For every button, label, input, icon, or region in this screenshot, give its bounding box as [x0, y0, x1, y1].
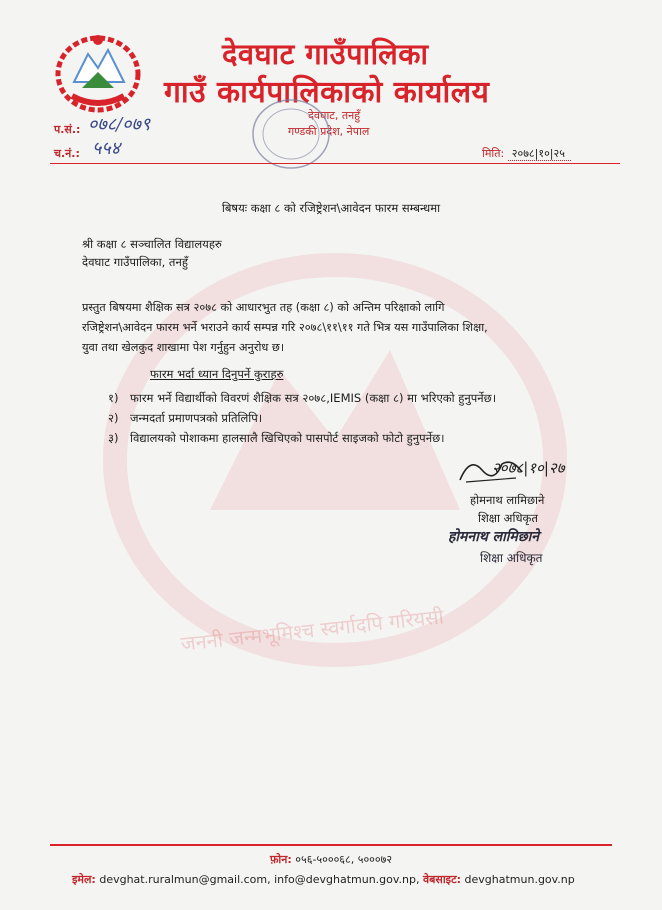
body-line3: युवा तथा खेलकुद शाखामा पेश गर्नुहुन अनुरोध छ।	[82, 341, 285, 354]
footer-phone	[0, 852, 662, 867]
note-item: फारम भर्ने विद्यार्थीको विवरणं शैक्षिक सत्र २०७८,IEMIS (कक्षा ८) मा भरिएको हुनुपर्नेछ।	[130, 391, 497, 405]
date-value: २०७८|१०|२५	[508, 147, 571, 161]
phone-label: फ़ोन:	[269, 853, 292, 866]
signatory-title: शिक्षा अधिकृत	[478, 511, 538, 525]
signatory-name: होमनाथ लामिछाने	[470, 493, 545, 507]
office-title-line1: देवघाट गाउँपालिका	[222, 37, 429, 71]
date-label: मिति:	[482, 147, 505, 160]
note-number: ३)	[108, 431, 119, 445]
office-title-line2: गाउँ कार्यपालिकाको कार्यालय	[164, 75, 490, 110]
note-item: जन्मदर्ता प्रमाणपत्रको प्रतिलिपि।	[130, 411, 263, 425]
note-number: २)	[108, 411, 119, 425]
patra-sankhya-label: प.सं.:	[54, 123, 81, 136]
footer-divider	[50, 844, 612, 846]
patra-sankhya-value: ०७८/०७९	[88, 114, 151, 135]
nepal-emblem-logo	[52, 30, 144, 114]
header-divider	[50, 163, 620, 164]
email-label: इमेल:	[72, 873, 96, 886]
recipient-line2: देवघाट गाउँपालिका, तनहुँ	[82, 255, 188, 269]
address-line2: गण्डकी प्रदेश, नेपाल	[288, 125, 370, 138]
body-line2: रजिष्ट्रेशन\आवेदन फारम भर्ने भराउने कार्य सम्पन्न गरि २०७८\११\११ गते भित्र यस गाउँपालिका शिक्षा,	[82, 321, 488, 334]
email-value: devghat.ruralmun@gmail.com, info@devghatmun.gov.np,	[99, 873, 420, 886]
watermark-motto: जननी जन्मभूमिश्च स्वर्गादपि गरियसी	[179, 604, 445, 656]
note-item: विद्यालयको पोशाकमा हालसालै खिचिएको पासपोर्ट साइजको फोटो हुनुपर्नेछ।	[130, 431, 445, 445]
phone-value: ०५६-५०००६८, ५०००७२	[295, 853, 393, 866]
address-line1: देवघाट, तनहुँ	[308, 109, 361, 122]
notes-heading: फारम भर्दा ध्यान दिनुपर्ने कुराहरु	[150, 367, 284, 381]
signature-date: २०७८|१०|२७	[492, 459, 565, 477]
body-line1: प्रस्तुत बिषयमा शैक्षिक सत्र २०७८ को आधारभुत तह (कक्षा ८) को अन्तिम परिक्षाको लागि	[82, 301, 445, 314]
chalani-value: ५५४	[92, 138, 121, 159]
website-value: devghatmun.gov.np	[464, 873, 575, 886]
chalani-label: च.नं.:	[54, 147, 80, 160]
date-field	[482, 146, 571, 161]
footer-contacts	[72, 872, 575, 887]
recipient-line1: श्री कक्षा ८ सञ्चालित विद्यालयहरु	[82, 237, 222, 251]
note-number: १)	[108, 391, 119, 405]
stamp-name: होमनाथ लामिछाने	[448, 529, 539, 545]
website-label: वेबसाइट:	[422, 873, 462, 886]
subject-line: बिषयः कक्षा ८ को रजिष्ट्रेशन\आवेदन फारम सम्बन्धमा	[221, 201, 441, 215]
stamp-title: शिक्षा अधिकृत	[480, 551, 543, 565]
office-stamp	[246, 94, 336, 174]
